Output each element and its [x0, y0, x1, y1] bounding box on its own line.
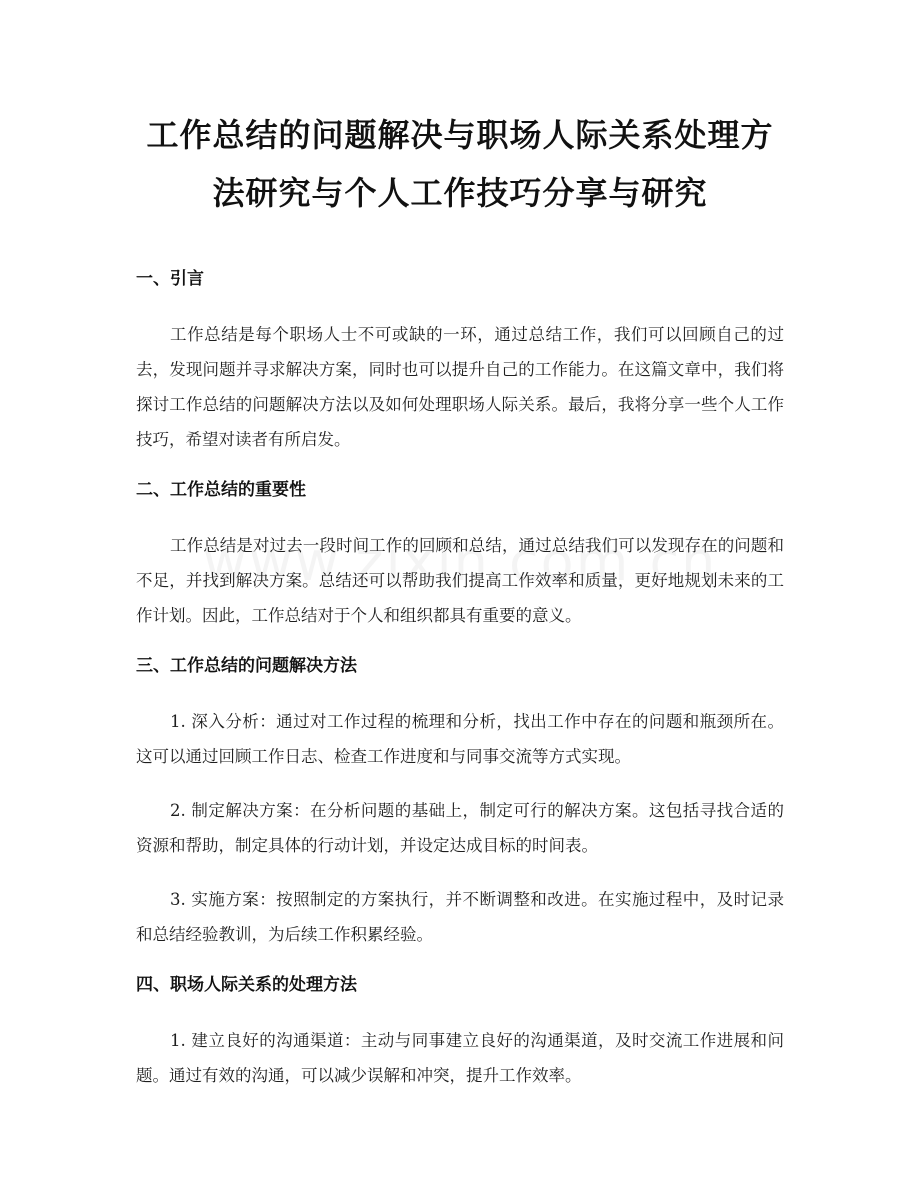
list-item: 2. 制定解决方案：在分析问题的基础上，制定可行的解决方案。这包括寻找合适的资源和帮助，制定具体的行动计划，并设定达成目标的时间表。 — [136, 801, 784, 855]
section-paragraph: 工作总结是对过去一段时间工作的回顾和总结，通过总结我们可以发现存在的问题和不足，并找到解决方案。总结还可以帮助我们提高工作效率和质量，更好地规划未来的工作计划。因此，工作总结对于个人和组织都具有重要的意义。 — [136, 536, 784, 625]
list-item: 3. 实施方案：按照制定的方案执行，并不断调整和改进。在实施过程中，及时记录和总结经验教训，为后续工作积累经验。 — [136, 890, 784, 944]
section-heading-importance: 二、工作总结的重要性 — [136, 480, 306, 500]
section-heading-problem-solving: 三、工作总结的问题解决方法 — [136, 656, 357, 676]
section-paragraph: 工作总结是每个职场人士不可或缺的一环，通过总结工作，我们可以回顾自己的过去，发现问题并寻求解决方案，同时也可以提升自己的工作能力。在这篇文章中，我们将探讨工作总结的问题解决方法以及如何处理职场人际关系。最后，我将分享一些个人工作技巧，希望对读者有所启发。 — [136, 325, 784, 449]
list-item: 1. 建立良好的沟通渠道：主动与同事建立良好的沟通渠道，及时交流工作进展和问题。通过有效的沟通，可以减少误解和冲突，提升工作效率。 — [136, 1031, 784, 1085]
document-title: 工作总结的问题解决与职场人际关系处理方法研究与个人工作技巧分享与研究 — [146, 116, 774, 212]
list-item: 1. 深入分析：通过对工作过程的梳理和分析，找出工作中存在的问题和瓶颈所在。这可以通过回顾工作日志、检查工作进度和与同事交流等方式实现。 — [136, 712, 784, 766]
section-heading-relationships: 四、职场人际关系的处理方法 — [136, 975, 357, 995]
section-heading-introduction: 一、引言 — [136, 269, 204, 289]
